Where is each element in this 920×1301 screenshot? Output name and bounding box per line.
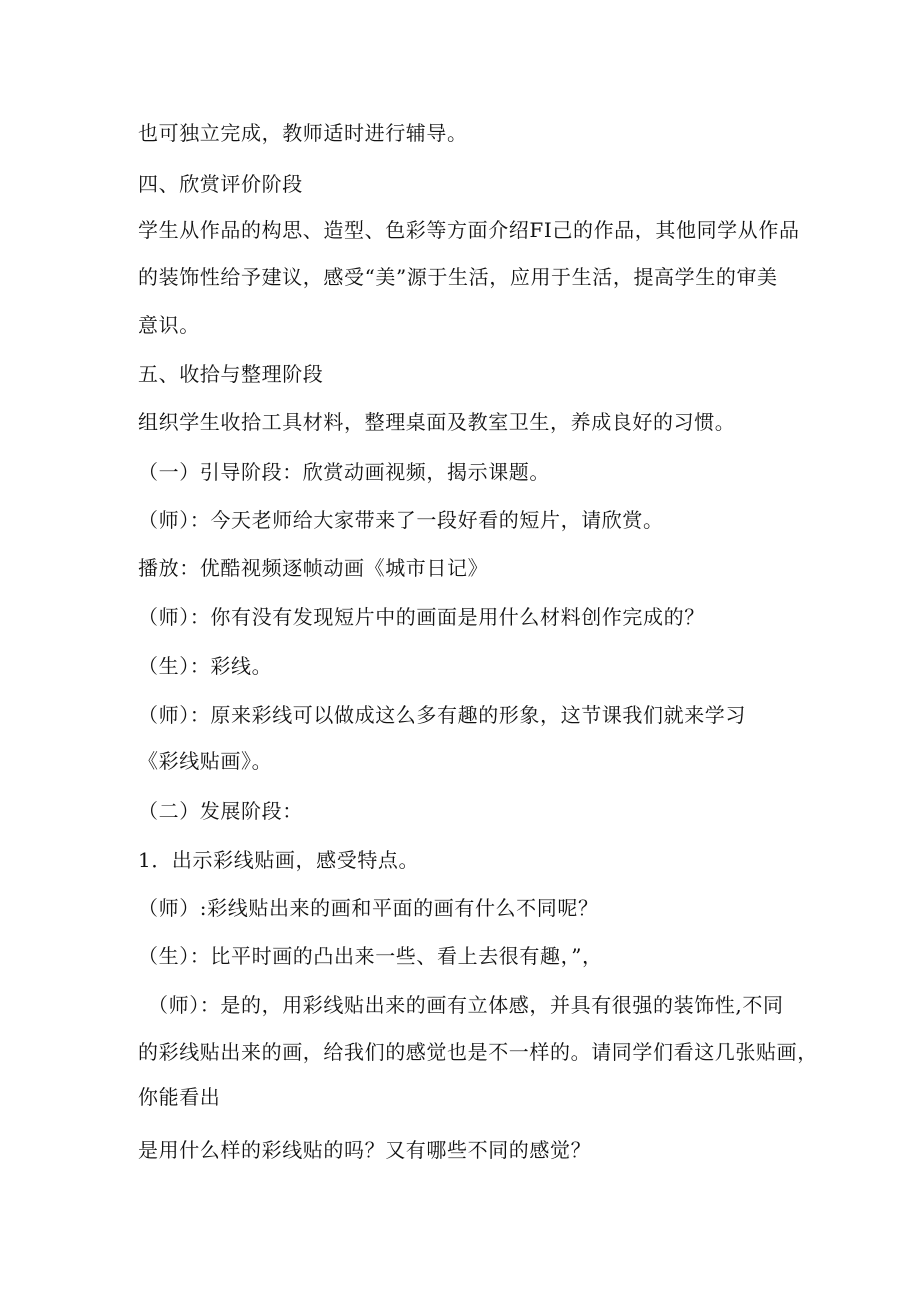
list-item-1: 1．出示彩线贴画，感受特点。 — [138, 848, 420, 872]
text-line-12: （生）：彩线。 — [138, 654, 273, 678]
text-line-19: （师）：是的，用彩线贴出来的画有立体感，并具有很强的装饰性,不同 — [148, 993, 784, 1017]
text-line-7: 组织学生收拾工具材料，整理桌面及教室卫生，养成良好的习惯。 — [138, 410, 736, 434]
section-heading-appreciation: 四、欣赏评价阶段 — [138, 172, 303, 196]
text-line-3: 学生从作品的构思、造型、色彩等方面介绍FI己的作品，其他同学从作品 — [138, 218, 800, 242]
text-line-22: 是用什么样的彩线贴的吗？又有哪些不同的感觉？ — [138, 1138, 592, 1162]
text-line-9: （师）：今天老师给大家带来了一段好看的短片，请欣赏。 — [138, 508, 664, 532]
text-line-5: 意识。 — [138, 313, 200, 337]
text-line-10: 播放：优酷视频逐帧动画《城市日记》 — [138, 556, 489, 580]
text-line-14: 《彩线贴画》。 — [138, 749, 273, 773]
section-heading-cleanup: 五、收拾与整理阶段 — [138, 362, 324, 386]
text-line-18: （生）：比平时画的凸出来一些、看上去很有趣，”， — [138, 944, 603, 968]
text-line-21: 你能看出 — [138, 1085, 221, 1109]
text-line-17: （师）:彩线贴出来的画和平面的画有什么不同呢？ — [138, 896, 599, 920]
text-line-1: 也可独立完成，教师适时进行辅导。 — [138, 121, 468, 145]
text-line-11: （师）：你有没有发现短片中的画面是用什么材料创作完成的？ — [138, 605, 705, 629]
text-line-4: 的装饰性给予建议，感受“美”源于生活，应用于生活，提高学生的审美 — [138, 265, 778, 289]
text-line-20: 的彩线贴出来的画，给我们的感觉也是不一样的。请同学们看这几张贴画， — [138, 1040, 818, 1064]
subsection-heading-development: （二）发展阶段： — [138, 799, 303, 823]
text-line-13: （师）：原来彩线可以做成这么多有趣的形象，这节课我们就来学习 — [138, 703, 746, 727]
subsection-heading-guide: （一）引导阶段：欣赏动画视频，揭示课题。 — [138, 460, 550, 484]
